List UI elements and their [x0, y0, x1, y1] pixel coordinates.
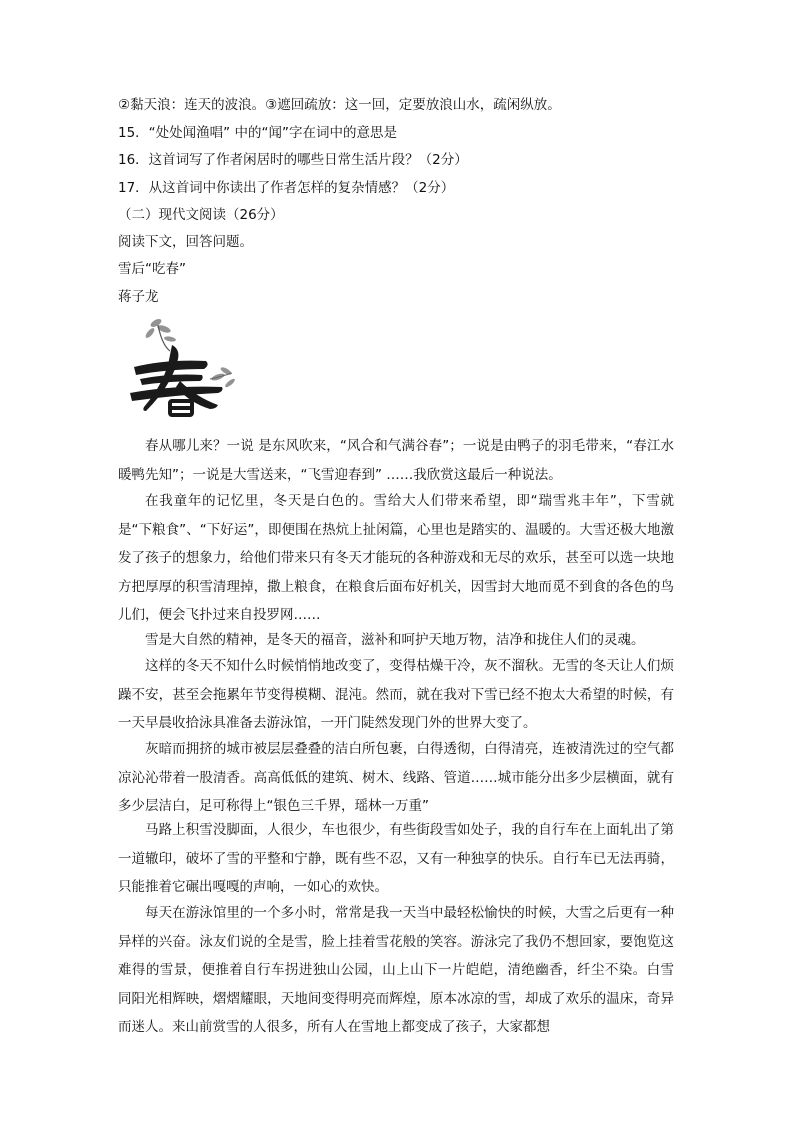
- section-heading: （二）现代文阅读（26分）: [118, 207, 284, 223]
- question-17: 17．从这首词中你读出了作者怎样的复杂情感？（2分）: [118, 180, 455, 196]
- paragraph: 这样的冬天不知什么时候悄悄地改变了，变得枯燥干冷，灰不溜秋。无雪的冬天让人们烦躁不安，甚至会拖累年节变得模糊、混沌。然而，就在我对下雪已经不抱太大希望的时候，有一天早晨收拾泳具准备去游泳馆，一开门陡然发现门外的世界大变了。: [118, 658, 674, 731]
- paragraph: 每天在游泳馆里的一个多小时，常常是我一天当中最轻松愉快的时候，大雪之后更有一种异样的兴奋。泳友们说的全是雪，脸上挂着雪花般的笑容。游泳完了我仍不想回家，要饱览这难得的雪景，便推着自行车拐进独山公园，山上山下一片皑皑，清绝幽香，纤尘不染。白雪 同阳光相辉映，熠熠耀眼，天地间变得明亮而辉煌，原本冰凉的雪，却成了欢乐的温床，奇异而迷人。来山前赏雪的人很多，所有人在雪地上都变成了孩子，大家都想: [118, 905, 674, 1035]
- chun-calligraphy-image: [126, 315, 242, 419]
- question-16: 16．这首词写了作者闲居时的哪些日常生活片段？（2分）: [118, 152, 468, 168]
- paragraph: 春从哪儿来？一说 是东风吹来，“风合和气满谷春”；一说是由鸭子的羽毛带来，“春江水暖鸭先知”；一说是大雪送来，“飞雪迎春到” ……我欣赏这最后一种说法。: [118, 438, 674, 483]
- reading-instruction: 阅读下文，回答问题。: [118, 234, 253, 250]
- annotation-line: ②黏天浪：连天的波浪。③遮回疏放：这一回，定要放浪山水，疏闲纵放。: [118, 97, 561, 113]
- paragraph: 灰暗而拥挤的城市被层层叠叠的洁白所包裹，白得透彻，白得清亮，连被清洗过的空气都凉沁沁带着一股清香。高高低低的建筑、树木、线路、管道……城市能分出多少层横面，就有多少层洁白，足可称得上“银色三千界，瑶林一万重”: [118, 741, 674, 814]
- article-author: 蒋子龙: [118, 289, 159, 305]
- paragraph: 在我童年的记忆里，冬天是白色的。雪给大人们带来希望，即“瑞雪兆丰年”，下雪就是“下粮食”、“下好运”，即便围在热炕上扯闲篇，心里也是踏实的、温暖的。大雪还极大地激发了孩子的想象力，给他们带来只有冬天才能玩的各种游戏和无尽的欢乐，甚至可以选一块地方把厚厚的积雪清理掉，撒上粮食，在粮食后面布好机关，因雪封大地而觅不到食的各色的鸟儿们，便会飞扑过来自投罗网……: [118, 493, 674, 623]
- paragraph: 雪是大自然的精神，是冬天的福音，滋补和呵护天地万物，洁净和拢住人们的灵魂。: [145, 632, 645, 648]
- illustration-glyph: 春: [126, 315, 127, 316]
- article-title: 雪后“吃春”: [118, 261, 186, 277]
- question-15: 15．“处处闻渔唱” 中的“闻”字在词中的意思是: [118, 125, 397, 141]
- paragraph: 马路上积雪没脚面，人很少，车也很少，有些街段雪如处子，我的自行车在上面轧出了第一道辙印，破坏了雪的平整和宁静，既有些不忍，又有一种独享的快乐。自行车已无法再骑，只能推着它碾出嘎嘎的声响，一如心的欢快。: [118, 822, 674, 895]
